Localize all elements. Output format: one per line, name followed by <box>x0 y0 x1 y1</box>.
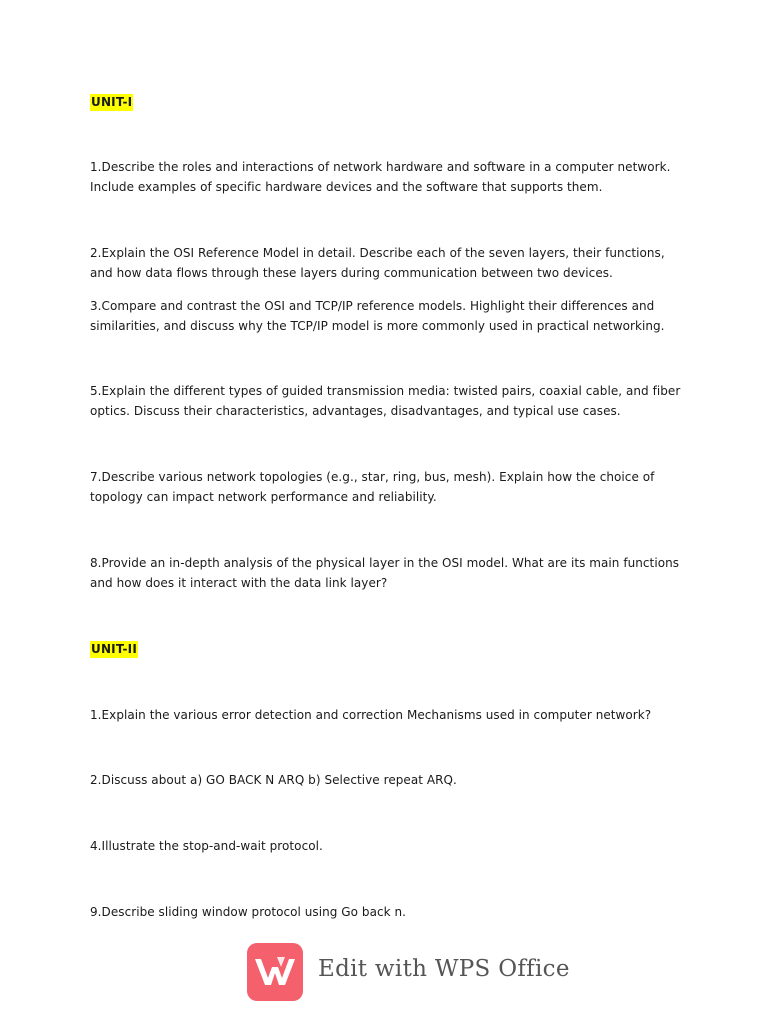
unit-1-question-8: 8.Provide an in-depth analysis of the physical layer in the OSI model. What are its main functions and how does it interact with the data link layer? <box>90 556 680 590</box>
unit-1-heading: UNIT-I <box>91 95 133 109</box>
unit-1-question-7: 7.Describe various network topologies (e.g., star, ring, bus, mesh). Explain how the choice of topology can impact network performance and reliability. <box>90 470 655 504</box>
unit-1-question-1: 1.Describe the roles and interactions of network hardware and software in a computer network. Include examples of specific hardware devices and the software that supports them. <box>90 160 671 194</box>
edit-with-wps-link[interactable]: Edit with WPS Office <box>318 956 570 982</box>
unit-1-question-5: 5.Explain the different types of guided transmission media: twisted pairs, coaxial cable, and fiber optics. Discuss their characteristics, advantages, disadvantages, and typical use cases. <box>90 384 681 418</box>
unit-1-question-2: 2.Explain the OSI Reference Model in detail. Describe each of the seven layers, their functions, and how data flows through these layers during communication between two devices. <box>90 246 665 280</box>
unit-2-question-4: 4.Illustrate the stop-and-wait protocol. <box>90 839 323 853</box>
unit-2-heading: UNIT-II <box>91 642 137 656</box>
unit-2-question-1: 1.Explain the various error detection and correction Mechanisms used in computer network? <box>90 708 652 722</box>
wps-logo-icon[interactable] <box>247 943 303 1001</box>
unit-1-question-3: 3.Compare and contrast the OSI and TCP/IP reference models. Highlight their differences and similarities, and discuss why the TCP/IP model is more commonly used in practical networking. <box>90 299 665 333</box>
unit-2-question-9: 9.Describe sliding window protocol using Go back n. <box>90 905 407 919</box>
unit-2-question-2: 2.Discuss about a) GO BACK N ARQ b) Selective repeat ARQ. <box>90 773 457 787</box>
